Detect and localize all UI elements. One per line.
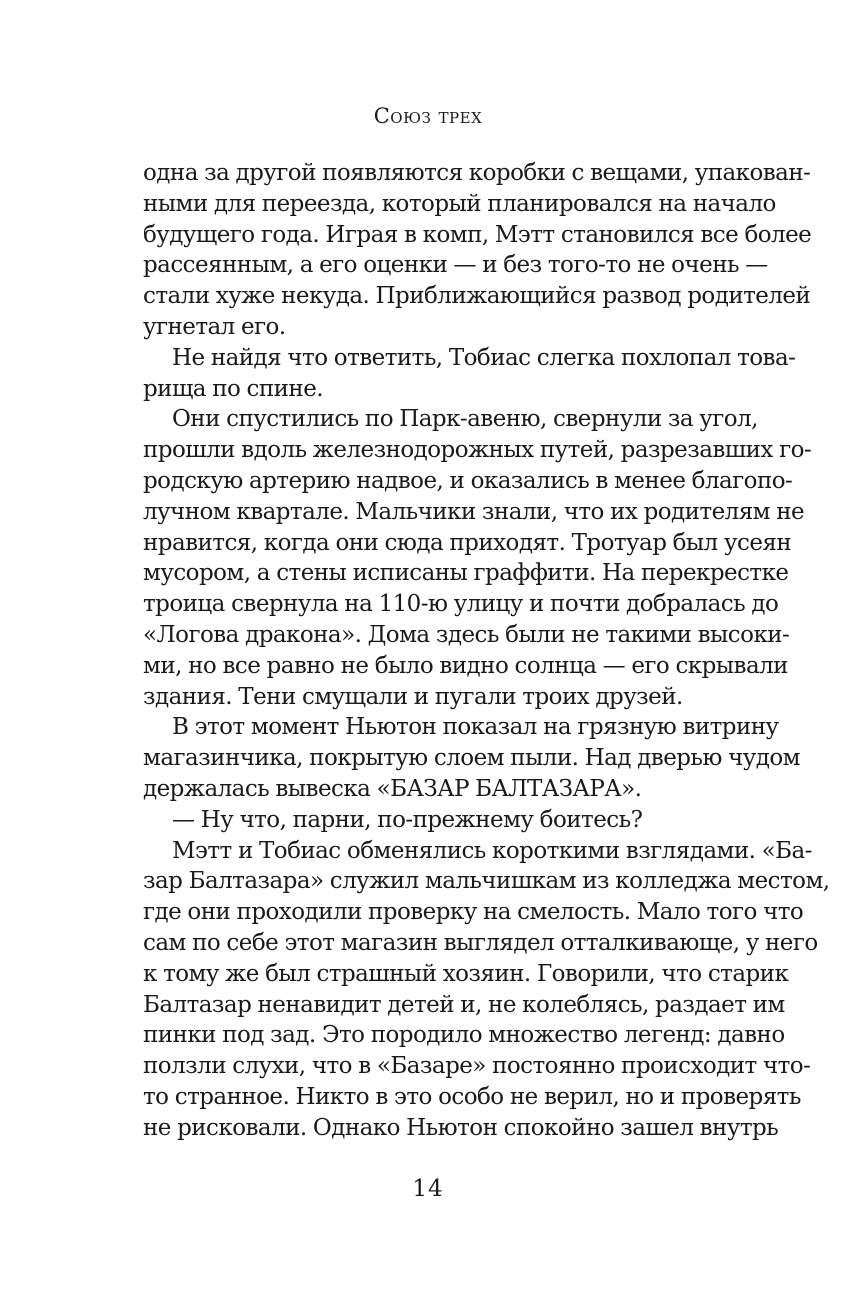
text-line: мусором, а стены исписаны граффити. На перекрестке [143, 560, 789, 587]
text-line: ными для переезда, который планировался на начало [143, 190, 776, 217]
text-line: здания. Тени смущали и пугали троих друзей. [143, 683, 683, 710]
text-line: Мэтт и Тобиас обменялись короткими взглядами. «Ба- [172, 837, 812, 864]
text-line: держалась вывеска «БАЗАР БАЛТАЗАРА». [143, 775, 642, 802]
text-line: троица свернула на 110-ю улицу и почти добралась до [143, 591, 779, 618]
text-line: то странное. Никто в это особо не верил, но и проверять [143, 1083, 801, 1110]
page-number: 14 [412, 1176, 444, 1202]
text-line: Не найдя что ответить, Тобиас слегка похлопал това- [172, 344, 796, 371]
text-line: «Логова дракона». Дома здесь были не такими высоки- [143, 621, 790, 648]
text-line: угнетал его. [143, 313, 286, 340]
text-line: В этот момент Ньютон показал на грязную витрину [172, 714, 779, 741]
text-line: одна за другой появляются коробки с вещами, упакован- [143, 160, 811, 186]
text-line: не рисковали. Однако Ньютон спокойно зашел внутрь [143, 1114, 779, 1141]
text-line: — Ну что, парни, по-прежнему боитесь? [172, 806, 643, 833]
text-line: рища по спине. [143, 375, 324, 402]
running-head: Союз трех [373, 104, 483, 128]
text-line: к тому же был страшный хозяин. Говорили, что старик [143, 960, 789, 987]
text-line: ползли слухи, что в «Базаре» постоянно происходит что- [143, 1053, 811, 1080]
text-line: ми, но все равно не было видно солнца — его скрывали [143, 652, 788, 679]
text-line: сам по себе этот магазин выглядел отталкивающе, у него [143, 929, 818, 956]
text-line: Балтазар ненавидит детей и, не колеблясь, раздает им [143, 991, 785, 1018]
text-line: зар Балтазара» служил мальчишкам из колледжа местом, [143, 868, 830, 895]
body-text [143, 158, 830, 1144]
text-line: где они проходили проверку на смелость. Мало того что [143, 899, 804, 926]
text-line: лучном квартале. Мальчики знали, что их родителям не [143, 498, 805, 525]
text-line: прошли вдоль железнодорожных путей, разрезавших го- [143, 437, 812, 464]
text-line: пинки под зад. Это породило множество легенд: давно [143, 1022, 785, 1049]
text-line: магазинчика, покрытую слоем пыли. Над дверью чудом [143, 745, 801, 772]
text-line: родскую артерию надвое, и оказались в менее благопо- [143, 467, 793, 494]
text-line: стали хуже некуда. Приближающийся развод родителей [143, 283, 811, 310]
text-line: рассеянным, а его оценки — и без того-то не очень — [143, 252, 768, 279]
text-line: будущего года. Играя в комп, Мэтт становился все более [143, 221, 812, 248]
text-line: нравится, когда они сюда приходят. Тротуар был усеян [143, 529, 792, 556]
text-line: Они спустились по Парк-авеню, свернули за угол, [172, 406, 758, 433]
